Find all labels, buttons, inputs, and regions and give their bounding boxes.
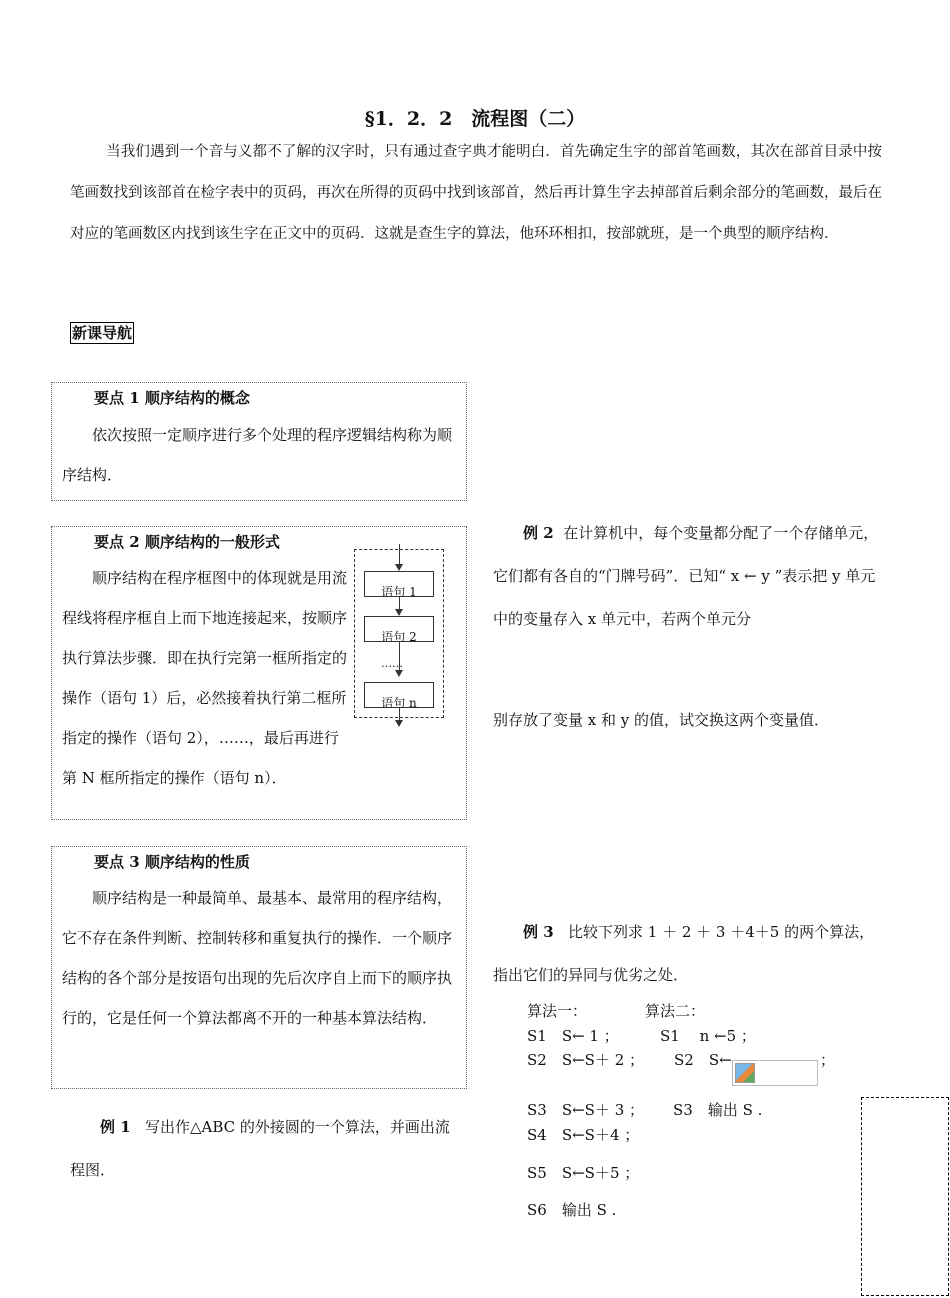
flow-statement-1: 语句 1: [364, 571, 434, 597]
example2: [493, 512, 885, 641]
example1: [70, 1106, 462, 1192]
intro-text: 当我们遇到一个音与义都不了解的汉字时，只有通过查字典才能明白．首先确定生字的部首笔画数，其次在部首目录中按笔画数找到该部首在检字表中的页码，再次在所得的页码中找到该部首，然后再计算生字去掉部首后剩余部分的笔画数，最后在对应的笔画数区内找到该生字在正文中的页码．这就是查生字的算法，他环环相扣，按部就班，是一个典型的顺序结构．: [70, 144, 882, 242]
point2-text-content: 顺序结构在程序框图中的体现就是用流程线将程序框自上而下地连接起来，按顺序执行算法步骤．即在执行完第一框所指定的操作（语句 1）后，必然接着执行第二框所指定的操作（语句 2），……，最后再进行第 N 框所指定的操作（语句 n）．: [62, 569, 348, 787]
example1-label: 例 1: [100, 1118, 131, 1136]
alg1-step5: S5 S←S＋5 ；: [527, 1164, 640, 1182]
point1-text-content: 依次按照一定顺序进行多个处理的程序逻辑结构称为顺序结构．: [62, 426, 453, 484]
point3-box: [51, 846, 467, 1089]
point1-heading: 要点 1 顺序结构的概念: [94, 389, 250, 407]
flow-statement-2: 语句 2: [364, 616, 434, 642]
image-placeholder: [732, 1060, 818, 1086]
section-tag: 新课导航: [72, 324, 133, 342]
alg1-step4: S4 S←S＋4 ；: [527, 1126, 640, 1144]
flow-statement-n: 语句 n: [364, 682, 434, 708]
example2-continued: 别存放了变量 x 和 y 的值，试交换这两个变量值．: [493, 711, 830, 729]
alg2-step2-end: ；: [820, 1051, 836, 1069]
point3-text: [62, 878, 460, 1038]
example2-text: 在计算机中，每个变量都分配了一个存储单元，它们都有各自的“门牌号码”．已知“ x ← y ”表示把 y 单元中的变量存入 x 单元中，若两个单元分: [493, 524, 879, 628]
point1-text: [62, 415, 460, 495]
point2-box: [51, 526, 467, 820]
point2-text: [62, 558, 350, 798]
example3: [493, 911, 889, 997]
alg1-step3: S3 S←S＋ 3 ；: [527, 1101, 645, 1119]
example2-label: 例 2: [523, 524, 554, 542]
point2-heading: 要点 2 顺序结构的一般形式: [94, 533, 280, 551]
alg1-step6: S6 输出 S .: [527, 1201, 617, 1219]
flowchart: [354, 549, 444, 718]
example3-label: 例 3: [523, 923, 554, 941]
example3-text: 比较下列求 1 ＋ 2 ＋ 3 ＋4＋5 的两个算法，指出它们的异同与优劣之处．: [493, 923, 875, 984]
alg1-step1: S1 S← 1 ；: [527, 1027, 619, 1045]
example1-text: 写出作△ABC 的外接圆的一个算法，并画出流程图．: [70, 1118, 450, 1179]
point1-box: [51, 382, 467, 501]
broken-image-icon: [735, 1063, 755, 1083]
point3-heading: 要点 3 顺序结构的性质: [94, 853, 250, 871]
side-frame: [861, 1097, 949, 1296]
page-title: §1．2．2 流程图（二）: [364, 108, 586, 130]
alg1-heading: 算法一：: [527, 1002, 588, 1020]
alg2-step2: S2 S←: [674, 1051, 732, 1069]
alg2-step3: S3 输出 S .: [673, 1101, 763, 1119]
flow-ellipsis: ……: [381, 657, 403, 670]
alg2-step1: S1 n ←5 ；: [660, 1027, 756, 1045]
intro-paragraph: [70, 132, 882, 255]
point3-text-content: 顺序结构是一种最简单、最基本、最常用的程序结构，它不存在条件判断、控制转移和重复执行的操作．一个顺序结构的各个部分是按语句出现的先后次序自上而下的顺序执行的，它是任何一个算法都离不开的一种基本算法结构．: [62, 889, 453, 1027]
alg2-heading: 算法二：: [645, 1002, 706, 1020]
alg1-step2: S2 S←S＋ 2 ；: [527, 1051, 645, 1069]
